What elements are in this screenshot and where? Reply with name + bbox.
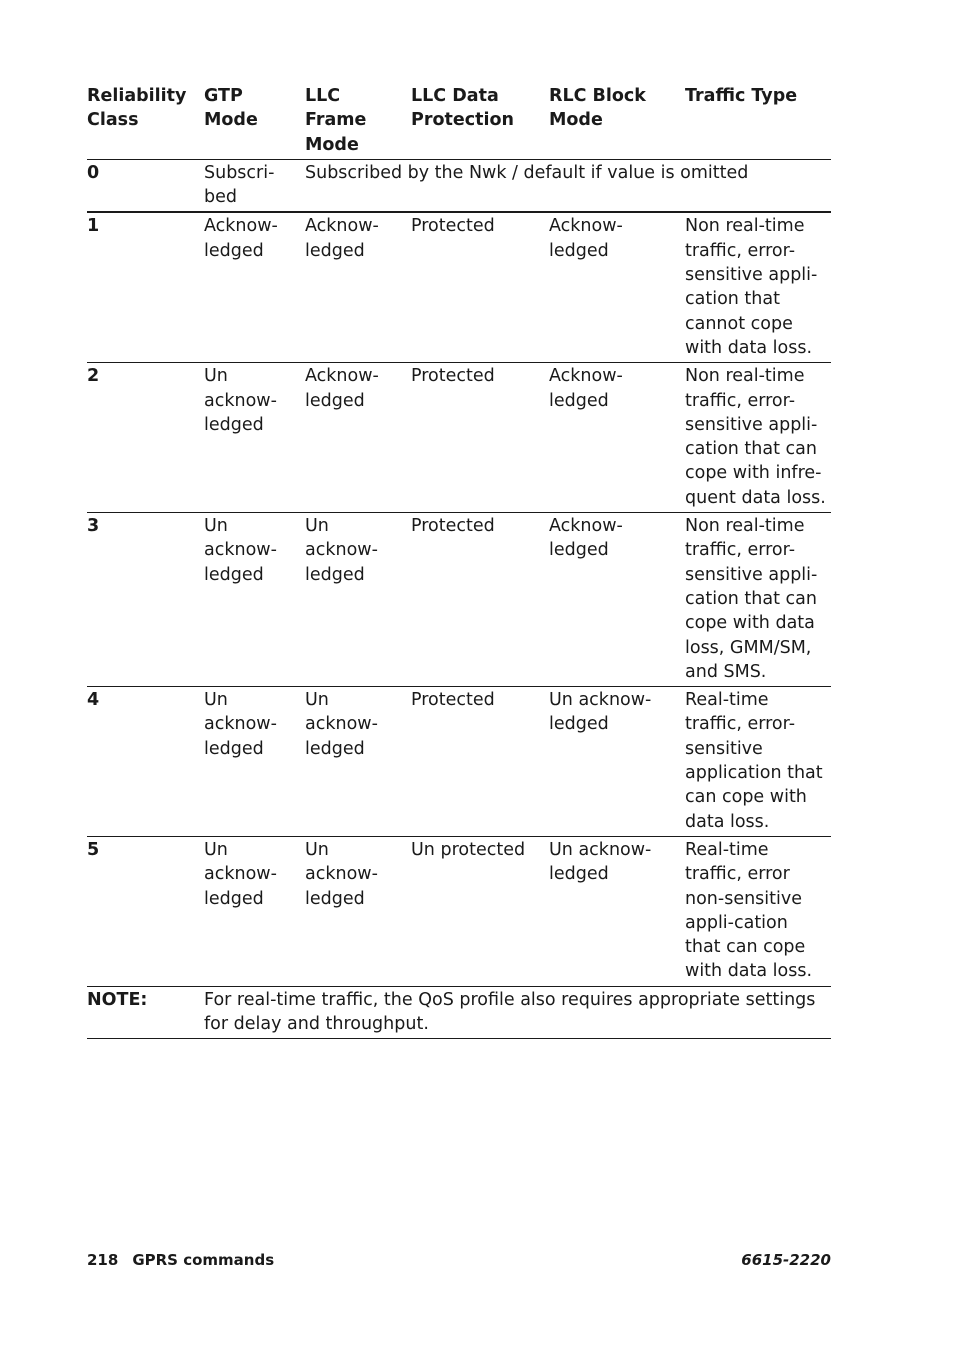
- reliability-class-cell: 0: [87, 159, 204, 212]
- llc-frame-mode-cell: Un acknow-ledged: [305, 513, 411, 687]
- rlc-block-mode-cell: Acknow-ledged: [549, 212, 685, 362]
- header-llc-data-protection: LLC Data Protection: [411, 84, 549, 159]
- rlc-block-mode-cell: Un acknow-ledged: [549, 836, 685, 986]
- table-row: [87, 159, 831, 212]
- llc-data-protection-cell: Protected: [411, 687, 549, 837]
- traffic-type-cell: Non real-time traffic, error-sensitive appli-cation that cannot cope with data loss.: [685, 212, 831, 362]
- note-text: For real-time traffic, the QoS profile also requires appropriate settings for delay and throughput.: [204, 986, 831, 1039]
- rlc-block-mode-cell: Un acknow-ledged: [549, 687, 685, 837]
- llc-data-protection-cell: Protected: [411, 363, 549, 513]
- llc-frame-mode-cell: Acknow-ledged: [305, 363, 411, 513]
- document-number: 6615-2220: [741, 1251, 831, 1269]
- gtp-mode-cell: Un acknow-ledged: [204, 513, 305, 687]
- reliability-class-cell: 3: [87, 513, 204, 687]
- traffic-type-cell: Real-time traffic, error non-sensitive appli-cation that can cope with data loss.: [685, 836, 831, 986]
- gtp-mode-cell: Un acknow-ledged: [204, 363, 305, 513]
- llc-frame-mode-cell: Un acknow-ledged: [305, 687, 411, 837]
- table-row: [87, 836, 831, 986]
- note-row: [87, 986, 831, 1039]
- table-row: [87, 687, 831, 837]
- merged-cell: Subscribed by the Nwk / default if value is omitted: [305, 159, 831, 212]
- rlc-block-mode-cell: Acknow-ledged: [549, 513, 685, 687]
- gtp-mode-cell: Un acknow-ledged: [204, 687, 305, 837]
- header-reliability-class: Reliability Class: [87, 84, 204, 159]
- note-label: NOTE:: [87, 986, 204, 1039]
- llc-frame-mode-cell: Acknow-ledged: [305, 212, 411, 362]
- header-llc-frame-mode: LLC Frame Mode: [305, 84, 411, 159]
- llc-frame-mode-cell: Un acknow-ledged: [305, 836, 411, 986]
- traffic-type-cell: Non real-time traffic, error-sensitive appli-cation that can cope with data loss, GMM/SM, and SMS.: [685, 513, 831, 687]
- gtp-mode-cell: Subscri-bed: [204, 159, 305, 212]
- reliability-class-table: [87, 84, 831, 1039]
- gtp-mode-cell: Acknow-ledged: [204, 212, 305, 362]
- reliability-class-cell: 5: [87, 836, 204, 986]
- header-rlc-block-mode: RLC Block Mode: [549, 84, 685, 159]
- page-number: 218: [87, 1251, 119, 1269]
- rlc-block-mode-cell: Acknow-ledged: [549, 363, 685, 513]
- header-gtp-mode: GTP Mode: [204, 84, 305, 159]
- llc-data-protection-cell: Protected: [411, 513, 549, 687]
- table-row: [87, 212, 831, 362]
- table-row: [87, 513, 831, 687]
- gtp-mode-cell: Un acknow-ledged: [204, 836, 305, 986]
- llc-data-protection-cell: Protected: [411, 212, 549, 362]
- reliability-class-cell: 2: [87, 363, 204, 513]
- table-header-row: [87, 84, 831, 159]
- llc-data-protection-cell: Un protected: [411, 836, 549, 986]
- traffic-type-cell: Non real-time traffic, error-sensitive appli-cation that can cope with infre-quent data loss.: [685, 363, 831, 513]
- reliability-class-cell: 1: [87, 212, 204, 362]
- header-traffic-type: Traffic Type: [685, 84, 831, 159]
- footer-left: [87, 1251, 274, 1269]
- reliability-class-cell: 4: [87, 687, 204, 837]
- traffic-type-cell: Real-time traffic, error-sensitive application that can cope with data loss.: [685, 687, 831, 837]
- section-title: GPRS commands: [132, 1251, 275, 1269]
- table-row: [87, 363, 831, 513]
